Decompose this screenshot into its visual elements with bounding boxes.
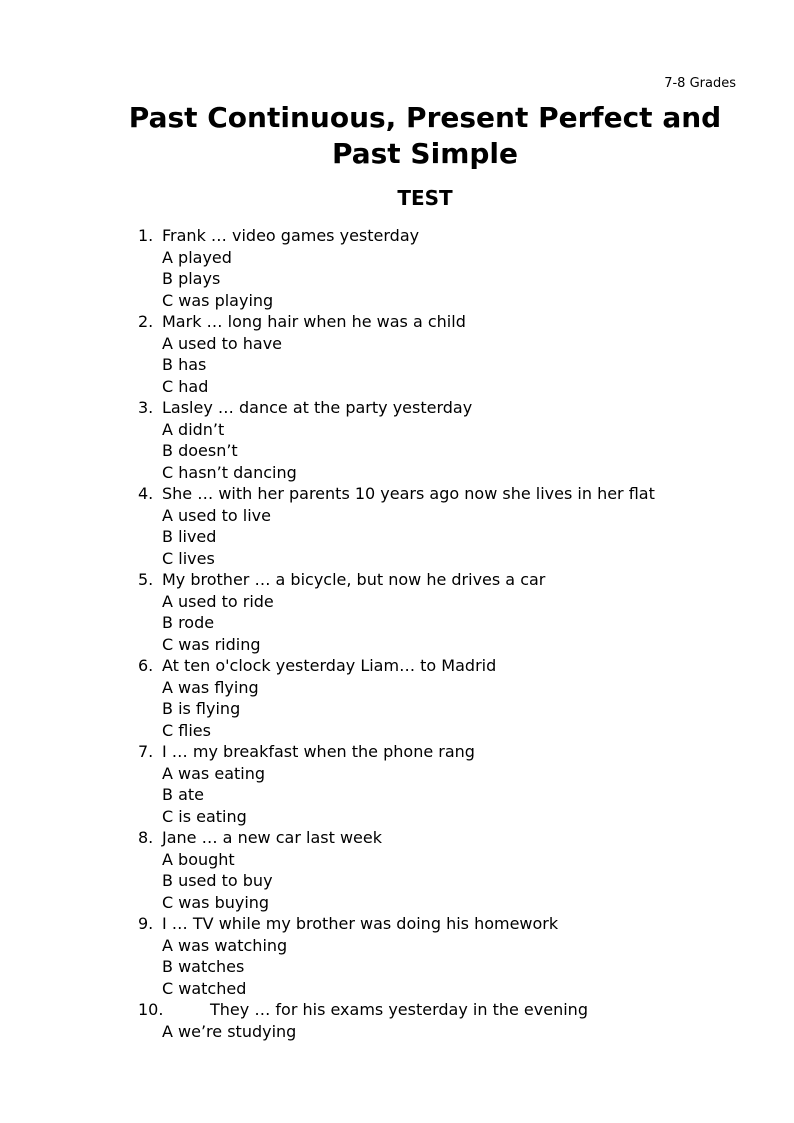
question-text: At ten o'clock yesterday Liam… to Madrid	[162, 656, 497, 675]
answer-option: B is flying	[162, 699, 241, 718]
answer-option: B ate	[162, 785, 204, 804]
question-text: I … TV while my brother was doing his homework	[162, 914, 559, 933]
question-item	[138, 999, 758, 1042]
answer-option: C was playing	[162, 290, 274, 310]
answer-option: A used to live	[162, 505, 271, 525]
answer-option: B has	[162, 355, 207, 374]
question-item	[138, 913, 758, 999]
question-number: 5.	[138, 570, 154, 589]
question-item	[138, 569, 758, 655]
answer-option: B lived	[162, 527, 217, 546]
answer-option: A bought	[162, 849, 235, 869]
answer-option: C was riding	[162, 634, 261, 654]
answer-option: B plays	[162, 269, 221, 288]
question-text: Frank … video games yesterday	[162, 226, 420, 245]
answer-option: C had	[162, 376, 209, 396]
answer-option: C hasn’t dancing	[162, 462, 297, 482]
answer-option: A was flying	[162, 677, 259, 697]
answer-option: C flies	[162, 720, 211, 740]
answer-option: B rode	[162, 613, 215, 632]
question-item	[138, 741, 758, 827]
question-item	[138, 311, 758, 397]
question-number: 6.	[138, 656, 154, 675]
answer-option: B used to buy	[162, 871, 273, 890]
question-item	[138, 827, 758, 913]
answer-option: C lives	[162, 548, 215, 568]
question-text: My brother … a bicycle, but now he drives a car	[162, 570, 546, 589]
answer-option: A used to have	[162, 333, 282, 353]
question-text: Mark … long hair when he was a child	[162, 312, 466, 331]
question-list	[138, 225, 758, 1042]
page-title: Past Continuous, Present Perfect and Past Simple	[128, 101, 722, 170]
question-number: 9.	[138, 914, 154, 933]
answer-option: C was buying	[162, 892, 270, 912]
answer-option: A didn’t	[162, 419, 225, 439]
grade-level-label: 7-8 Grades	[664, 76, 736, 91]
question-text: She … with her parents 10 years ago now she lives in her flat	[162, 484, 655, 503]
question-number: 8.	[138, 828, 154, 847]
question-text: Jane … a new car last week	[162, 828, 382, 847]
question-number: 2.	[138, 312, 154, 331]
question-item	[138, 225, 758, 311]
answer-option: A was watching	[162, 935, 288, 955]
question-number: 3.	[138, 398, 154, 417]
question-number: 1.	[138, 226, 154, 245]
question-item	[138, 655, 758, 741]
answer-option: C is eating	[162, 806, 247, 826]
answer-option: C watched	[162, 978, 247, 998]
answer-option: A we’re studying	[162, 1021, 297, 1041]
answer-option: A played	[162, 247, 232, 267]
question-text: Lasley … dance at the party yesterday	[162, 398, 473, 417]
question-number: 7.	[138, 742, 154, 761]
question-text: They … for his exams yesterday in the evening	[210, 1000, 588, 1019]
answer-option: A used to ride	[162, 591, 274, 611]
answer-option: B watches	[162, 957, 245, 976]
question-item	[138, 397, 758, 483]
question-text: I … my breakfast when the phone rang	[162, 742, 475, 761]
test-heading: TEST	[397, 186, 453, 210]
question-item	[138, 483, 758, 569]
question-number: 10.	[138, 1000, 164, 1019]
answer-option: B doesn’t	[162, 441, 238, 460]
question-number: 4.	[138, 484, 154, 503]
answer-option: A was eating	[162, 763, 266, 783]
